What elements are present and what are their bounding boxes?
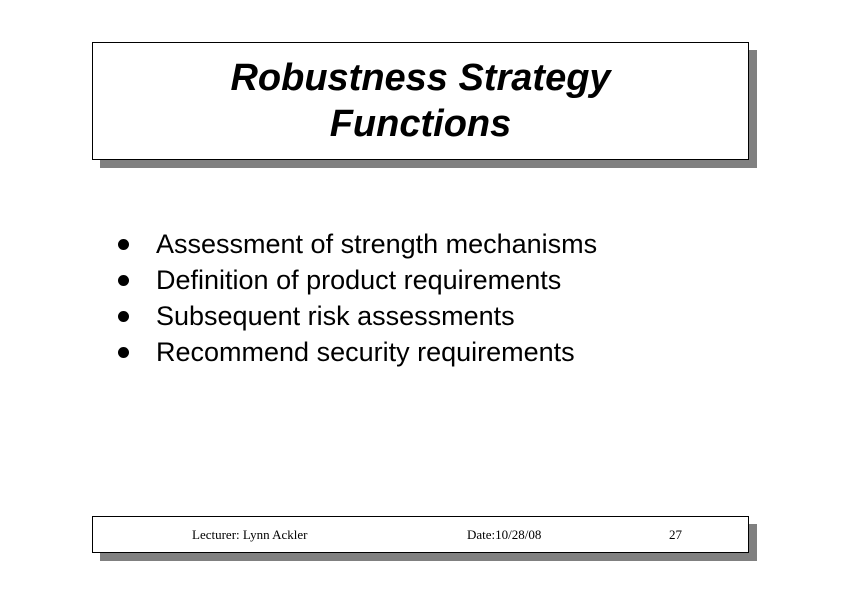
bullet-text: Definition of product requirements (156, 264, 562, 295)
bullet-dot-icon (118, 239, 129, 250)
bullet-item (118, 226, 597, 262)
bullet-text: Subsequent risk assessments (156, 300, 515, 331)
bullet-item (118, 298, 597, 334)
title-box (92, 42, 749, 160)
bullet-dot-icon (118, 275, 129, 286)
footer-box (92, 516, 749, 553)
footer-lecturer: Lecturer: Lynn Ackler (192, 527, 308, 542)
bullet-list (118, 226, 597, 370)
bullet-text: Recommend security requirements (156, 336, 575, 367)
bullet-dot-icon (118, 311, 129, 322)
slide-title-line-2: Functions (329, 103, 512, 145)
footer-page-number: 27 (669, 527, 682, 542)
bullet-item (118, 334, 597, 370)
bullet-item (118, 262, 597, 298)
bullet-dot-icon (118, 347, 129, 358)
slide-title-line-1: Robustness Strategy (230, 57, 611, 99)
footer-date: Date:10/28/08 (467, 527, 542, 542)
bullet-text: Assessment of strength mechanisms (156, 228, 598, 259)
